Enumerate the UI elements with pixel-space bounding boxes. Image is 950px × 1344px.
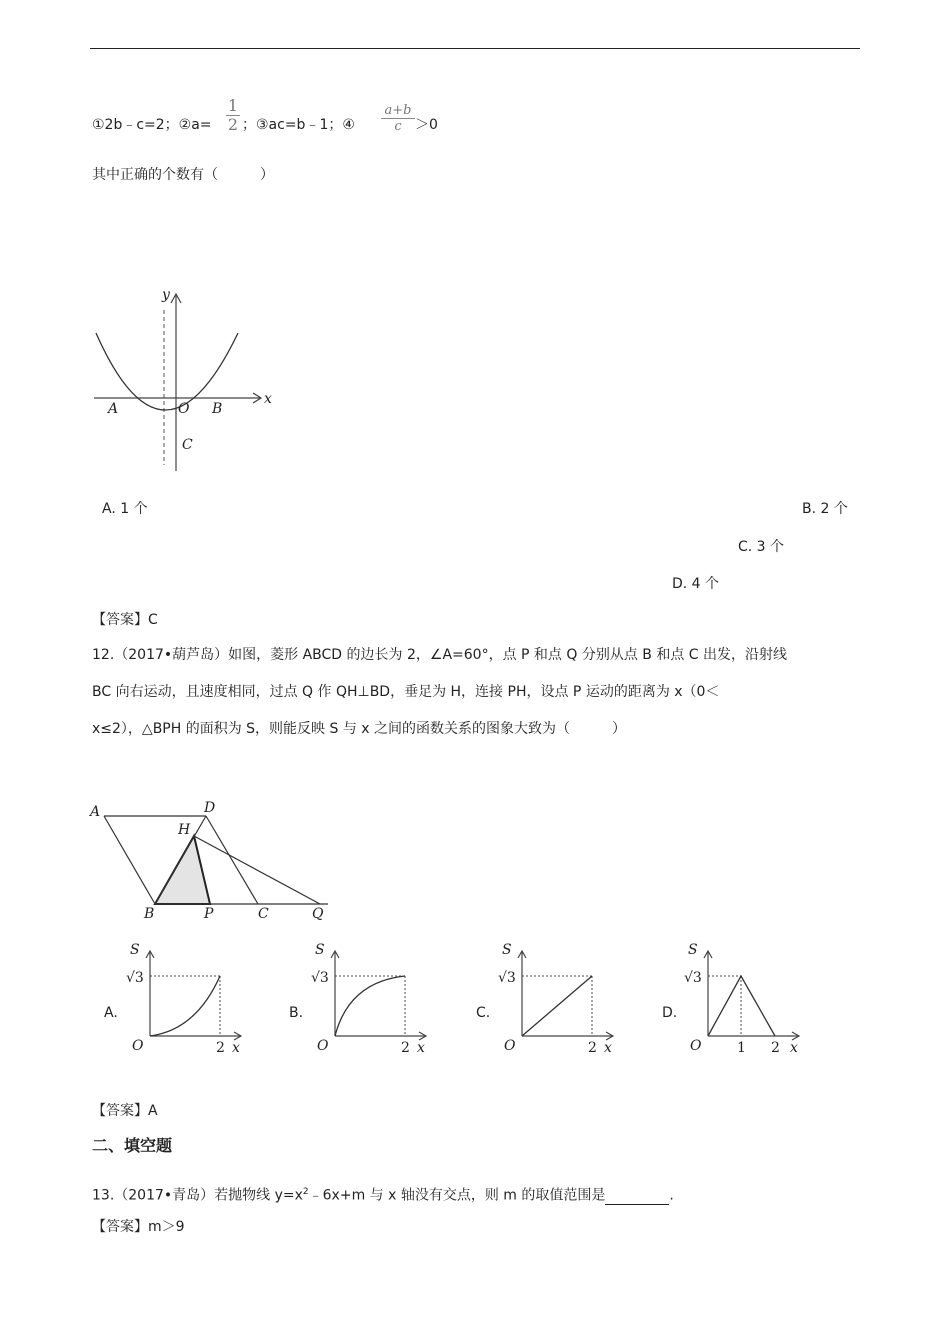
q12-option-d-label[interactable]: D. [662,1005,678,1021]
q12-line3: x≤2），△BPH 的面积为 S，则能反映 S 与 x 之间的函数关系的图象大致为（ ） [92,721,627,737]
label-C: C [182,437,193,453]
q13-text-b: ﹣6x+m 与 x 轴没有交点，则 m 的取值范围是 [308,1187,606,1204]
side-dc [206,816,258,904]
label-o: O [132,1038,144,1054]
label-x: x [264,391,272,407]
label-o: O [504,1038,516,1054]
label-s: S [130,942,140,958]
fig-label-Q: Q [312,906,324,922]
q11-conditions [92,116,212,134]
q11-half-denominator: 2 [227,115,239,134]
q12-answer: 【答案】A [92,1103,158,1119]
fig-label-H: H [178,822,191,838]
label-s: S [315,942,325,958]
q11-option-a[interactable]: A. 1 个 [102,501,148,517]
q12-option-d-graph[interactable] [680,938,810,1063]
q11-items-c: ＞0 [415,117,438,133]
q12-option-a-graph[interactable] [122,938,252,1063]
label-root3: √3 [498,970,516,986]
label-root3: √3 [126,970,144,986]
q12-option-c-label[interactable]: C. [476,1005,491,1021]
fig-label-P: P [204,906,214,922]
q11-items-b: ；③ac=b﹣1；④ [242,117,355,133]
label-s: S [688,942,698,958]
q12-option-a-label[interactable]: A. [104,1005,118,1021]
q11-option-d[interactable]: D. 4 个 [672,576,720,592]
q11-question: 其中正确的个数有（ ） [92,167,274,183]
q11-fraction-ab-c [381,104,415,133]
q11-answer: 【答案】C [92,612,158,628]
section-title: 二、填空题 [92,1136,173,1155]
label-o: O [317,1038,329,1054]
q11-frac-numerator: a+b [384,103,412,118]
q11-frac-denominator: c [394,119,402,134]
header-rule [90,48,860,49]
label-2: 2 [401,1040,410,1056]
fig-label-A: A [90,804,101,820]
fig-label-B: B [144,906,155,922]
label-root3: √3 [684,970,702,986]
q12-option-b-graph[interactable] [307,938,437,1063]
label-s: S [502,942,512,958]
q11-items-c-wrap [415,116,438,134]
q11-option-c[interactable]: C. 3 个 [738,539,785,555]
label-x: x [417,1040,425,1056]
label-1: 1 [737,1040,746,1056]
segment-qh [194,836,320,904]
q12-option-c-graph[interactable] [494,938,624,1063]
label-x: x [790,1040,798,1056]
q13-question [92,1183,674,1205]
label-root3: √3 [311,970,329,986]
fig-label-D: D [204,800,216,816]
label-O: O [178,401,190,417]
q11-items-a: ①2b﹣c=2；②a= [92,117,212,133]
q11-parabola-graph [90,285,290,475]
fig-label-C: C [258,906,269,922]
label-y: y [162,287,170,303]
label-x: x [604,1040,612,1056]
curve-concave-up [150,976,220,1036]
q13-answer-blank[interactable] [605,1190,669,1205]
label-A: A [108,401,119,417]
q13-answer: 【答案】m＞9 [92,1219,185,1235]
curve-concave-down [335,976,405,1036]
label-o: O [690,1038,702,1054]
label-2: 2 [771,1040,780,1056]
q11-items-b-wrap [242,116,355,134]
label-x: x [232,1040,240,1056]
side-ab [104,816,155,904]
q12-rhombus-figure [88,798,338,928]
triangle-bph-shaded [155,836,210,904]
q13-superscript: 2 [302,1187,309,1197]
q12-line1: 12.（2017•葫芦岛）如图，菱形 ABCD 的边长为 2，∠A=60°，点 P 和点 Q 分别从点 B 和点 C 出发，沿射线 [92,647,788,663]
q13-text-c: . [669,1187,674,1204]
q13-text-a: 13.（2017•青岛）若抛物线 y=x [92,1187,303,1204]
q12-line2: BC 向右运动，且速度相同，过点 Q 作 QH⊥BD，垂足为 H，连接 PH，设点 P 运动的距离为 x（0＜ [92,684,720,700]
q12-option-b-label[interactable]: B. [289,1005,304,1021]
label-2: 2 [216,1040,225,1056]
q11-half-numerator: 1 [227,96,239,115]
q11-fraction-half [226,98,240,133]
straight-line [522,976,592,1036]
label-B: B [212,401,223,417]
q11-option-b[interactable]: B. 2 个 [802,501,848,517]
label-2: 2 [588,1040,597,1056]
